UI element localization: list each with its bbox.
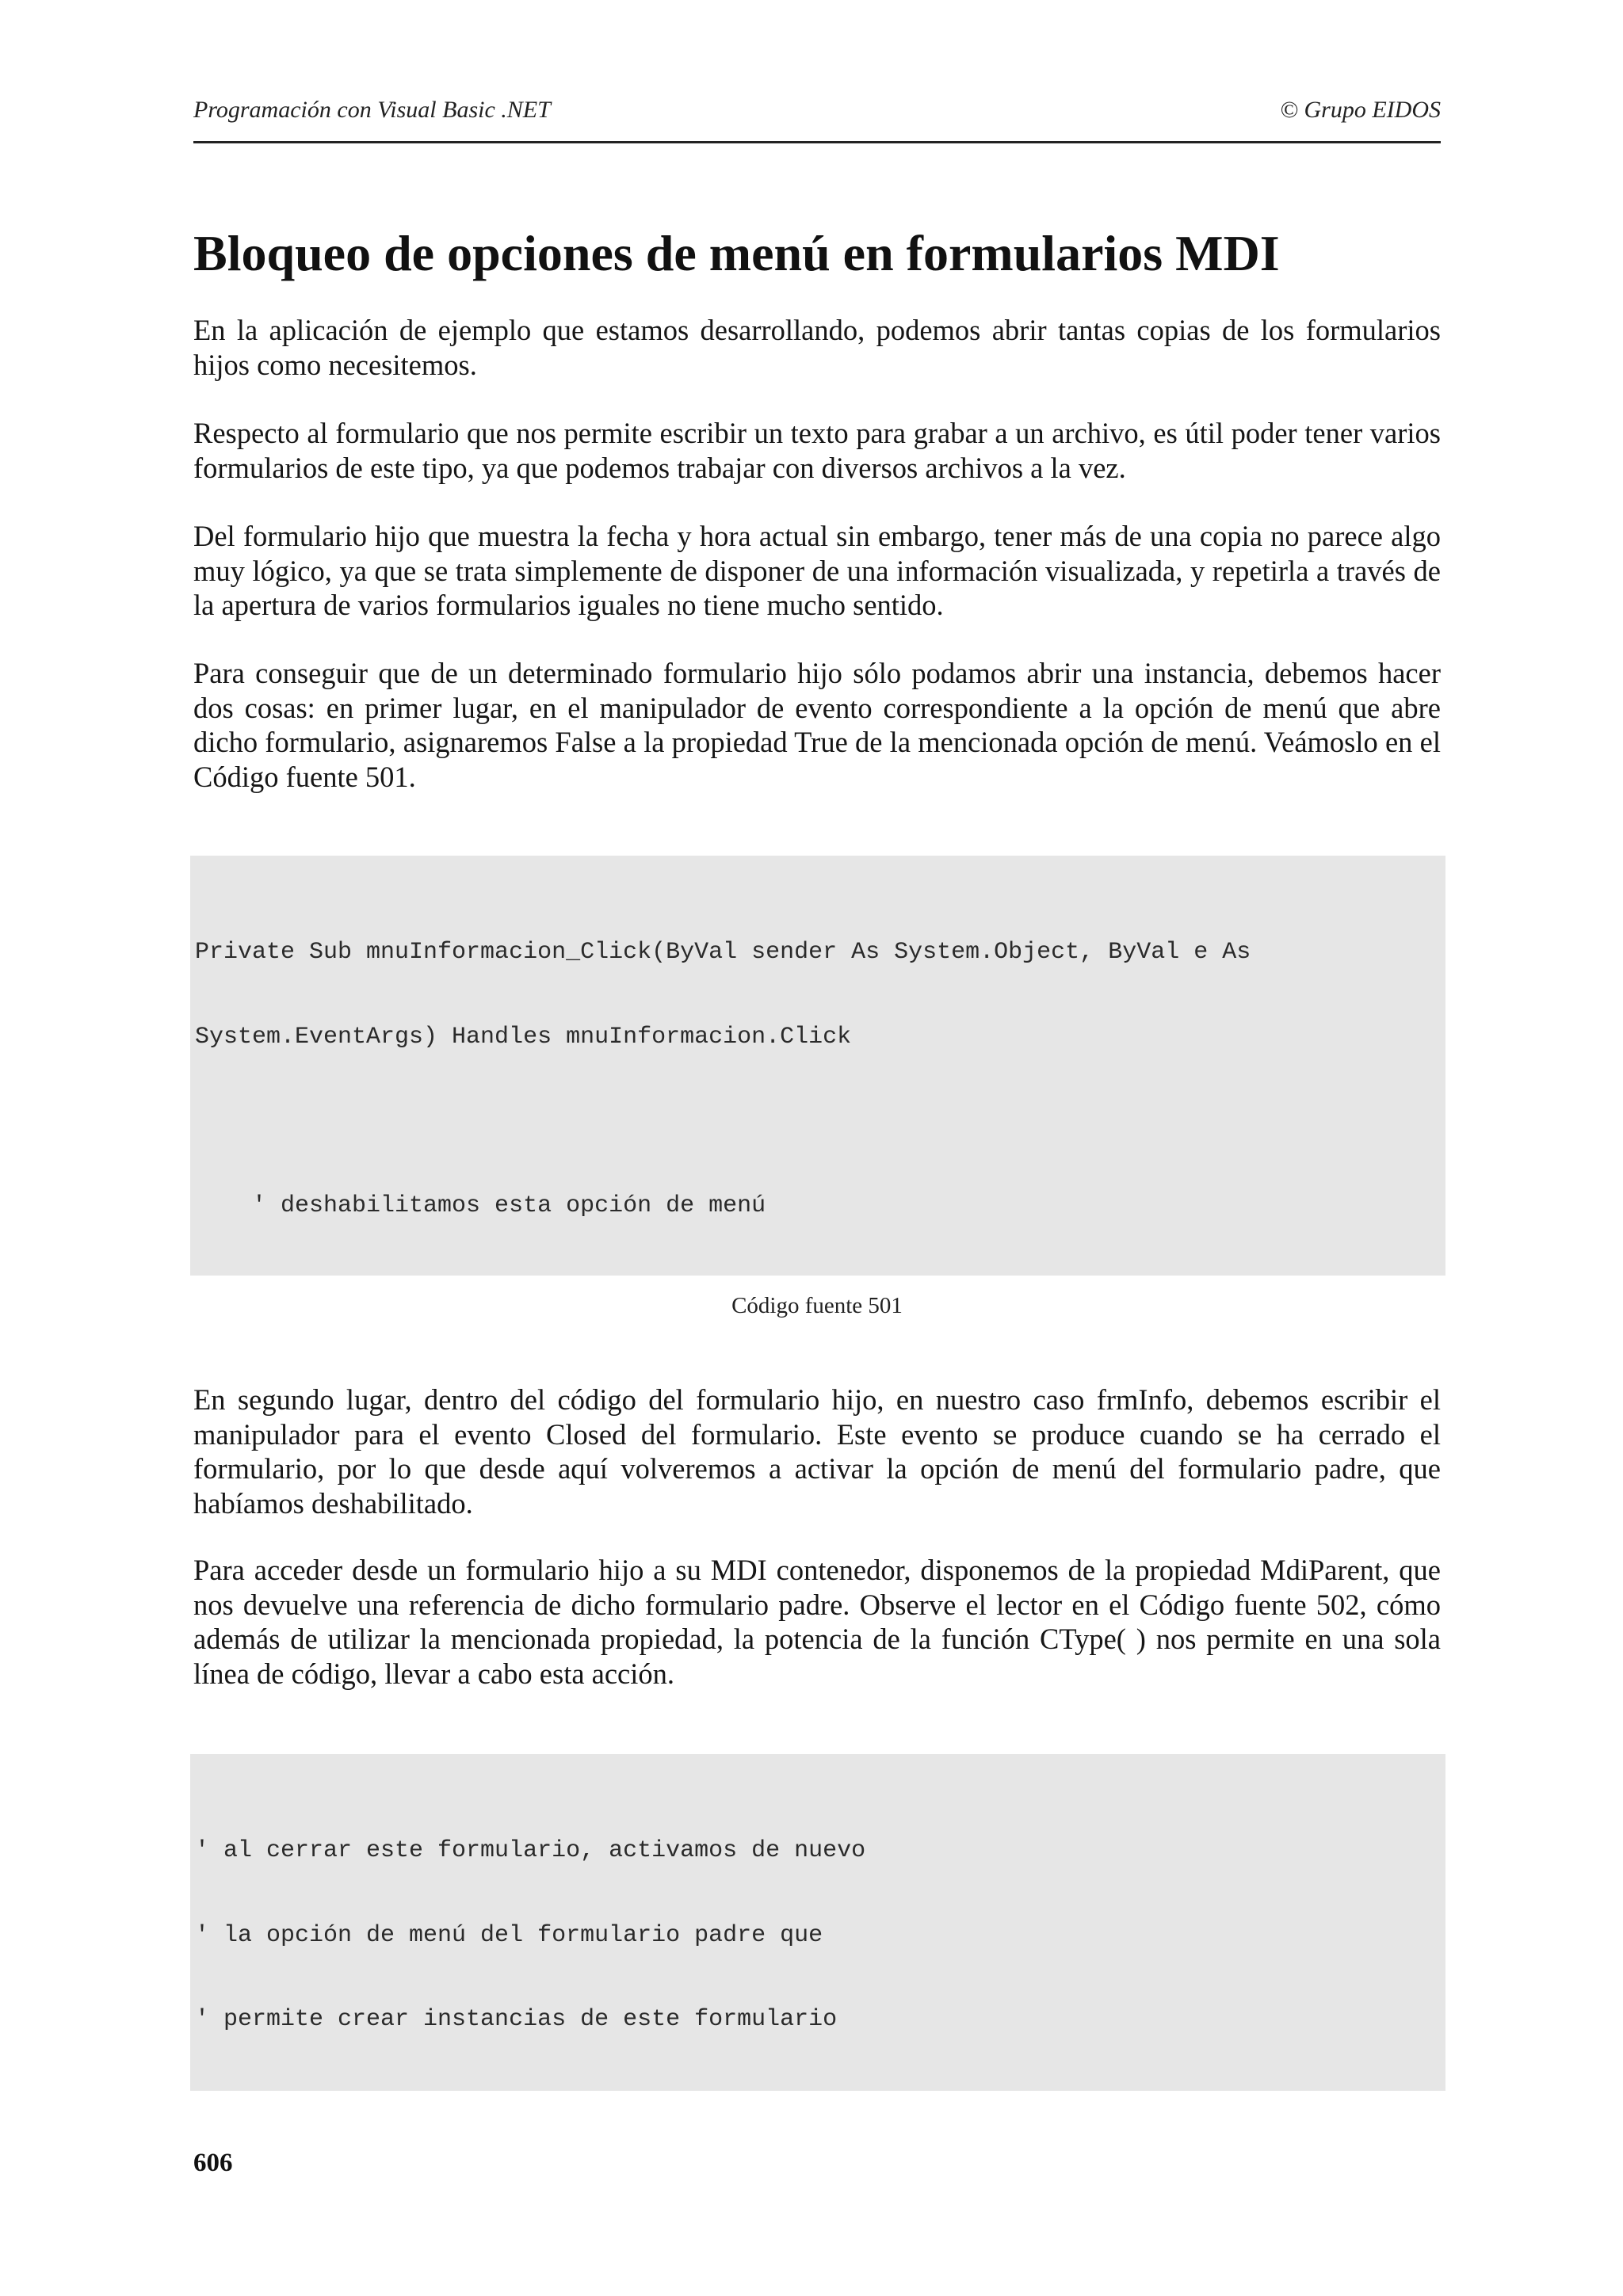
paragraph-1: En la aplicación de ejemplo que estamos desarrollando, podemos abrir tantas copias de los formularios hijos como necesitemos. [193, 314, 1441, 381]
paragraph-3: Del formulario hijo que muestra la fecha y hora actual sin embargo, tener más de una copia no parece algo muy lógico, ya que se trata simplemente de disponer de una información visualizada, y repetirla a través de la apertura de varios formularios iguales no tiene mucho sentido. [193, 520, 1441, 621]
paragraph-6: Para acceder desde un formulario hijo a su MDI contenedor, disponemos de la propiedad MdiParent, que nos devuelve una referencia de dicho formulario padre. Observe el lector en el Código fuente 502, cómo además de utilizar la mencionada propiedad, la potencia de la función CType( ) nos permite en una sola línea de código, llevar a cabo esta acción. [193, 1554, 1441, 1690]
code-line: ' al cerrar este formulario, activamos de nuevo [195, 1837, 866, 1864]
code-line [195, 1108, 1445, 1136]
paragraph-5: En segundo lugar, dentro del código del formulario hijo, en nuestro caso frmInfo, debemos escribir el manipulador para el evento Closed del formulario. Este evento se produce cuando se ha cerrado el formulario, por lo que desde aquí volveremos a activar la opción de menú del formulario padre, que habíamos deshabilitado. [193, 1383, 1441, 1520]
code-line: Private Sub mnuInformacion_Click(ByVal sender As System.Object, ByVal e As [195, 939, 1251, 966]
paragraph-2: Respecto al formulario que nos permite escribir un texto para grabar a un archivo, es útil poder tener varios formularios de este tipo, ya que podemos trabajar con diversos archivos a la vez. [193, 417, 1441, 484]
code-line: ' la opción de menú del formulario padre que [195, 1921, 823, 1949]
section-title: Bloqueo de opciones de menú en formularios MDI [193, 225, 1280, 281]
page-number: 606 [193, 2149, 233, 2177]
running-header [193, 93, 1441, 143]
header-publisher: © Grupo EIDOS [1280, 97, 1441, 123]
code-line [195, 2091, 1445, 2092]
code-block-502 [190, 1754, 1445, 2091]
code-caption-501: Código fuente 501 [731, 1293, 903, 1318]
code-line: ' permite crear instancias de este formulario [195, 2006, 838, 2033]
code-block-501 [190, 856, 1445, 1276]
code-line: System.EventArgs) Handles mnuInformacion.Click [195, 1023, 852, 1051]
paragraph-4: Para conseguir que de un determinado formulario hijo sólo podamos abrir una instancia, debemos hacer dos cosas: en primer lugar, en el manipulador de evento correspondiente a la opción de menú que abre dicho formulario, asignaremos False a la propiedad True de la mencionada opción de menú. Veámoslo en el Código fuente 501. [193, 657, 1441, 793]
header-book-title: Programación con Visual Basic .NET [193, 97, 551, 123]
code-line: ' deshabilitamos esta opción de menú [195, 1192, 766, 1219]
